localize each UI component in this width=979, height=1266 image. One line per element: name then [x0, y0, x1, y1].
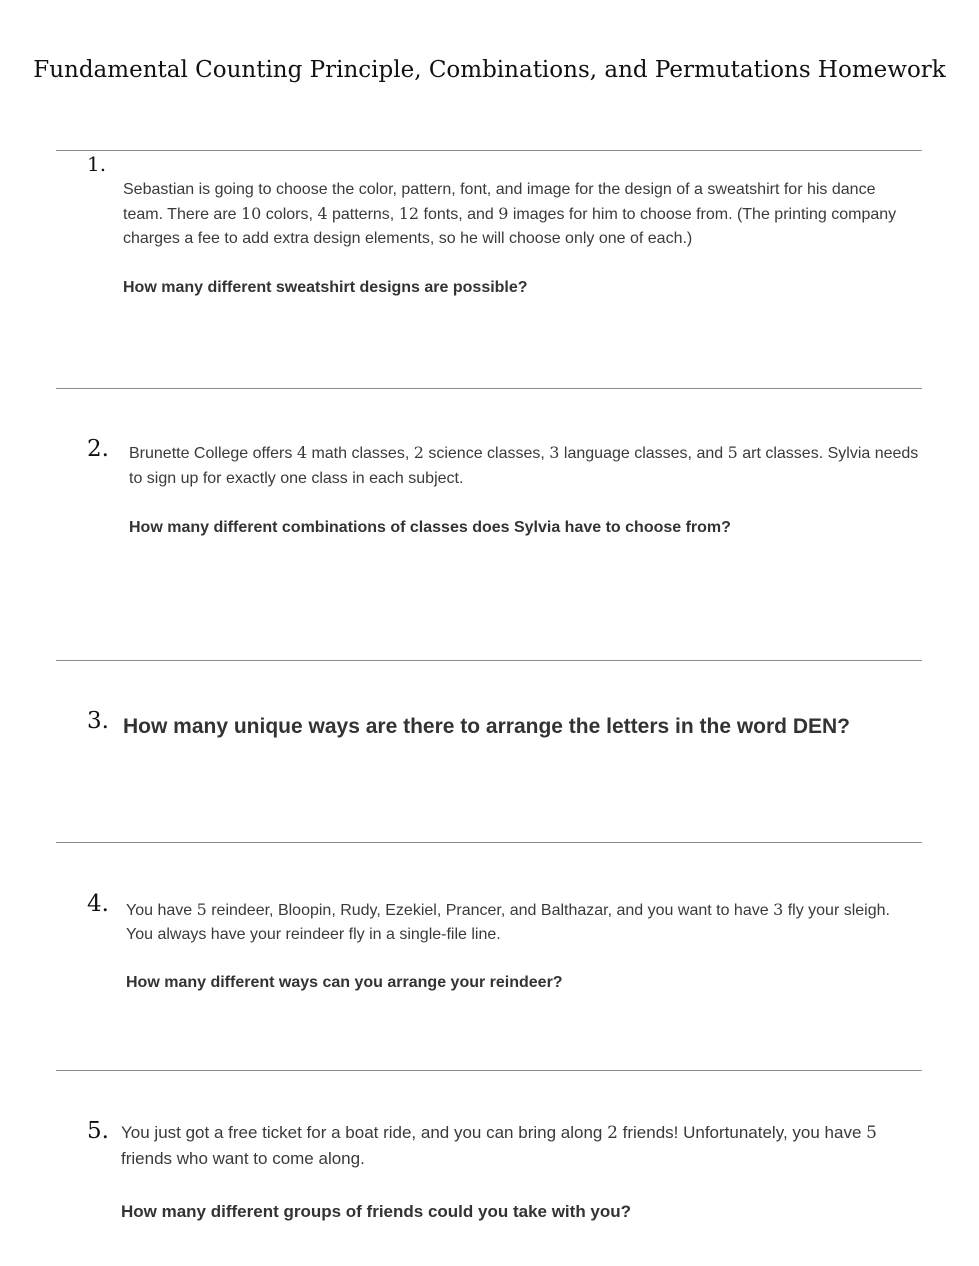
question-2-text: Brunette College offers 4 math classes, 2 science classes, 3 language classes, and 5 art classes. Sylvia needs to sign up for exactly one class in each subject. — [129, 443, 919, 487]
page-title: Fundamental Counting Principle, Combinations, and Permutations Homework — [33, 57, 946, 83]
question-3-number: 3. — [87, 708, 109, 734]
question-2-number: 2. — [87, 436, 109, 462]
question-4-text: You have 5 reindeer, Bloopin, Rudy, Ezekiel, Prancer, and Balthazar, and you want to have 3 fly your sleigh. You always have your reindeer fly in a single-file line. — [126, 900, 890, 943]
question-5-text: You just got a free ticket for a boat ride, and you can bring along 2 friends! Unfortunately, you have 5 friends who want to come along. — [121, 1123, 877, 1168]
question-1 — [123, 178, 913, 300]
question-5-number: 5. — [87, 1118, 109, 1144]
question-5 — [121, 1120, 921, 1225]
question-4-number: 4. — [87, 891, 109, 917]
question-1-text: Sebastian is going to choose the color, pattern, font, and image for the design of a sweatshirt for his dance team. There are 10 colors, 4 patterns, 12 fonts, and 9 images for him to choose from. (The printing company charges a fee to add extra design elements, so he will choose only one of each.) — [123, 181, 897, 247]
divider — [56, 388, 922, 389]
question-4 — [126, 898, 916, 995]
question-1-prompt: How many different sweatshirt designs are possible? — [123, 279, 528, 296]
question-2-prompt: How many different combinations of classes does Sylvia have to choose from? — [129, 519, 731, 536]
divider — [56, 150, 922, 151]
question-5-prompt: How many different groups of friends could you take with you? — [121, 1202, 632, 1221]
divider — [56, 660, 922, 661]
question-2 — [129, 440, 919, 540]
question-4-prompt: How many different ways can you arrange your reindeer? — [126, 974, 563, 991]
divider — [56, 842, 922, 843]
question-3-prompt: How many unique ways are there to arrange the letters in the word DEN? — [123, 715, 850, 738]
question-1-number: 1. — [87, 152, 107, 176]
divider — [56, 1070, 922, 1071]
question-3 — [123, 713, 923, 741]
